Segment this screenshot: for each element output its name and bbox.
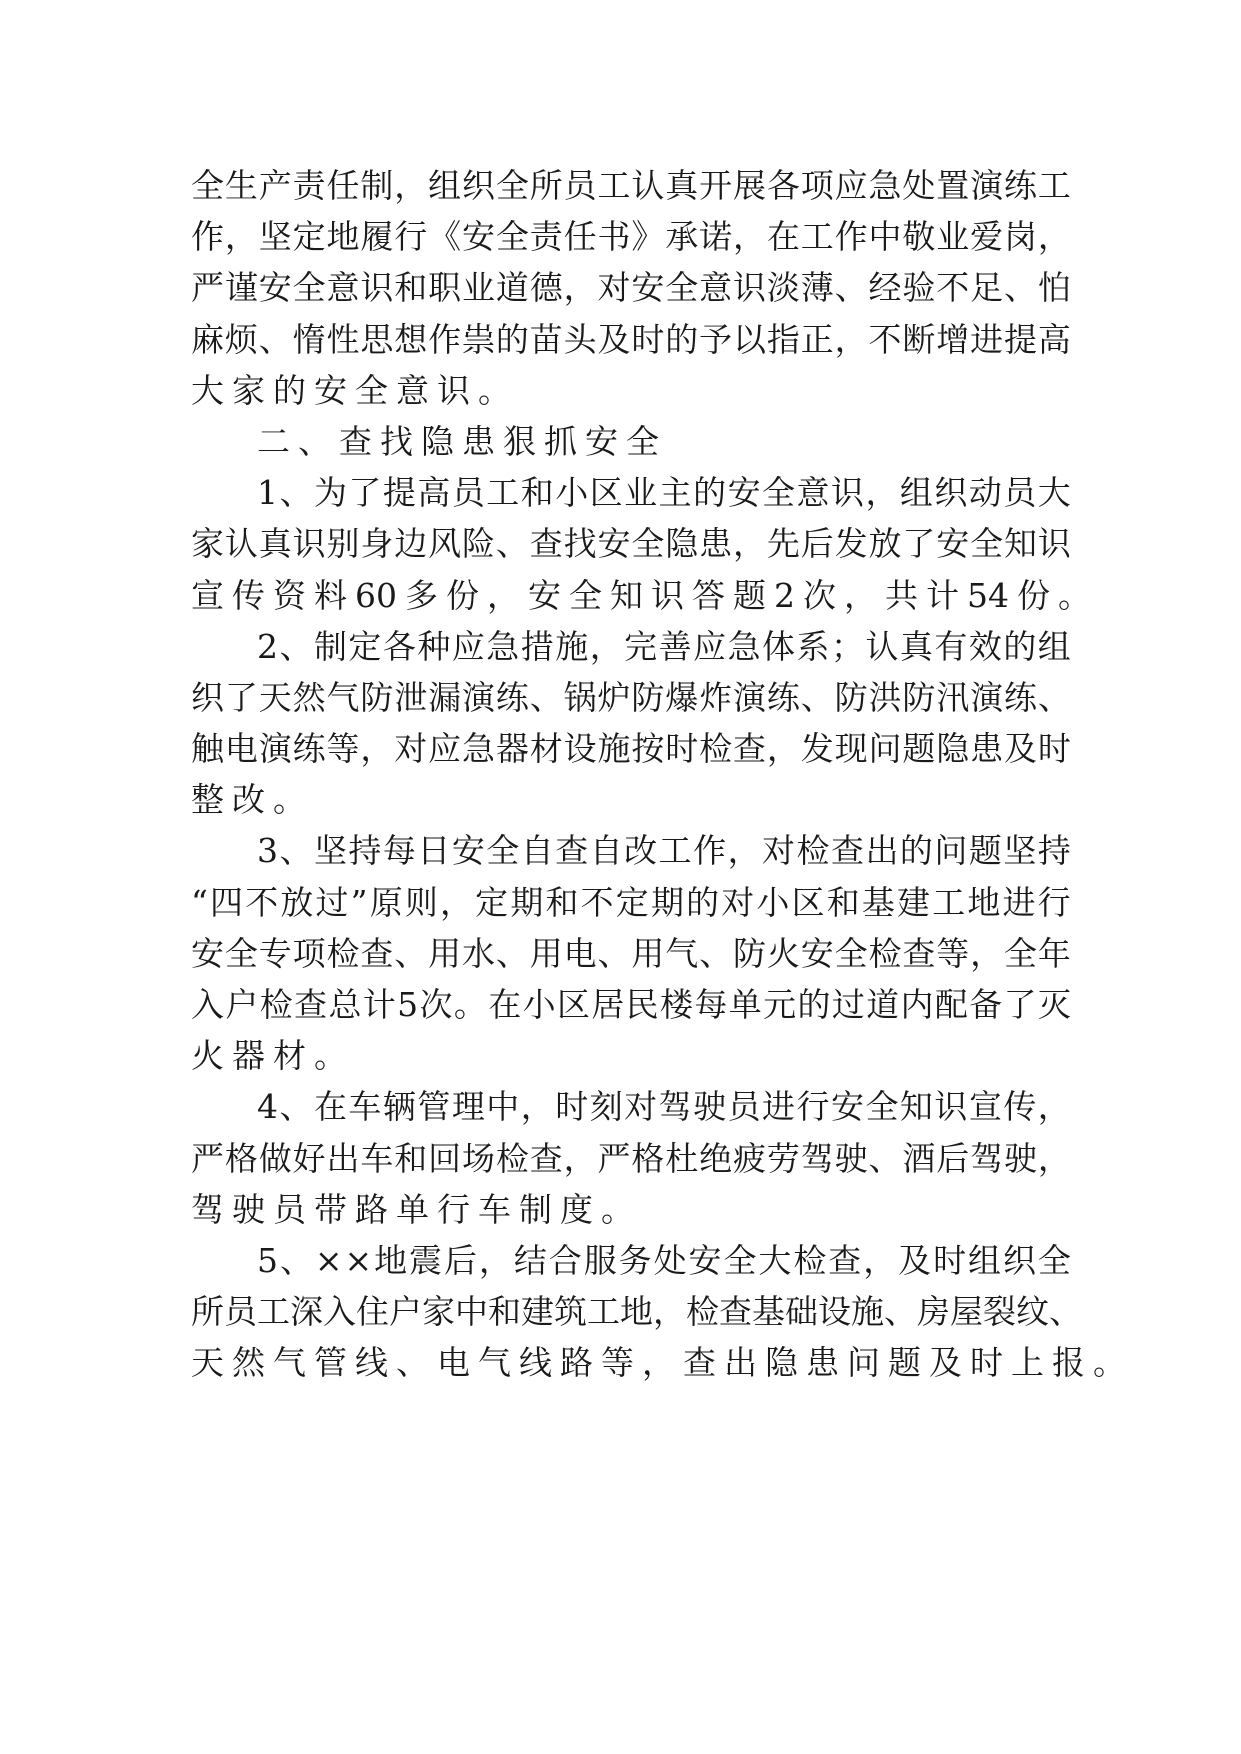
text-line: 严 谨 安 全 意 识 和 职 业 道 德 ， 对 安 全 意 识 淡 薄 、 经 验 不 足 、 怕 bbox=[191, 268, 1071, 308]
text-line: 触 电 演 练 等 ， 对 应 急 器 材 设 施 按 时 检 查 ， 发 现 问 题 隐 患 及 时 bbox=[191, 729, 1071, 769]
text-line: 宣 传 资 料 60 多 份 ， 安 全 知 识 答 题 2 次 ， 共 计 54 份 。 bbox=[191, 575, 1091, 615]
text-line: 作 ， 坚 定 地 履 行 《 安 全 责 任 书 》 承 诺 ， 在 工 作 中 敬 业 爱 岗 ， bbox=[191, 217, 1071, 257]
text-line: 4 、 在 车 辆 管 理 中 ， 时 刻 对 驾 驶 员 进 行 安 全 知 识 宣 传 ， bbox=[257, 1087, 1071, 1127]
text-line: 整 改 。 bbox=[191, 780, 306, 820]
text-line: 织 了 天 然 气 防 泄 漏 演 练 、 锅 炉 防 爆 炸 演 练 、 防 洪 防 汛 演 练 、 bbox=[191, 677, 1071, 717]
text-line: 5 、 × × 地 震 后 ， 结 合 服 务 处 安 全 大 检 查 ， 及 时 组 织 全 bbox=[257, 1240, 1071, 1280]
text-line: 3 、 坚 持 每 日 安 全 自 查 自 改 工 作 ， 对 检 查 出 的 问 题 坚 持 bbox=[257, 831, 1071, 871]
text-line: 1 、 为 了 提 高 员 工 和 小 区 业 主 的 安 全 意 识 ， 组 织 动 员 大 bbox=[257, 473, 1071, 513]
text-line: 家 认 真 识 别 身 边 风 险 、 查 找 安 全 隐 患 ， 先 后 发 放 了 安 全 知 识 bbox=[191, 524, 1071, 564]
text-line: 驾 驶 员 带 路 单 行 车 制 度 。 bbox=[191, 1189, 634, 1229]
text-line: 天 然 气 管 线 、 电 气 线 路 等 ， 查 出 隐 患 问 题 及 时 上 报 。 bbox=[191, 1343, 1126, 1383]
section-heading: 二 、 查 找 隐 患 狠 抓 安 全 bbox=[257, 421, 659, 461]
text-line: 入 户 检 查 总 计 5 次 。 在 小 区 居 民 楼 每 单 元 的 过 道 内 配 备 了 灭 bbox=[191, 985, 1071, 1024]
text-line: 安 全 专 项 检 查 、 用 水 、 用 电 、 用 气 、 防 火 安 全 检 查 等 ， 全 年 bbox=[191, 933, 1071, 973]
text-line: 全 生 产 责 任 制 ， 组 织 全 所 员 工 认 真 开 展 各 项 应 急 处 置 演 练 工 bbox=[191, 166, 1071, 205]
text-line: 2 、 制 定 各 种 应 急 措 施 ， 完 善 应 急 体 系 ； 认 真 有 效 的 组 bbox=[257, 626, 1071, 666]
text-line: 火 器 材 。 bbox=[191, 1036, 347, 1076]
text-line: 所 员 工 深 入 住 户 家 中 和 建 筑 工 地 ， 检 查 基 础 设 施 、 房 屋 裂 纹 、 bbox=[191, 1292, 1082, 1332]
text-line: 大 家 的 安 全 意 识 。 bbox=[191, 370, 511, 410]
text-line: “ 四 不 放 过 ” 原 则 ， 定 期 和 不 定 期 的 对 小 区 和 基 建 工 地 进 行 bbox=[191, 882, 1071, 922]
text-line: 严 格 做 好 出 车 和 回 场 检 查 ， 严 格 杜 绝 疲 劳 驾 驶 、 酒 后 驾 驶 ， bbox=[191, 1138, 1071, 1178]
text-line: 麻 烦 、 惰 性 思 想 作 祟 的 苗 头 及 时 的 予 以 指 正 ， 不 断 增 进 提 高 bbox=[191, 319, 1071, 359]
document-body bbox=[191, 160, 1126, 1389]
